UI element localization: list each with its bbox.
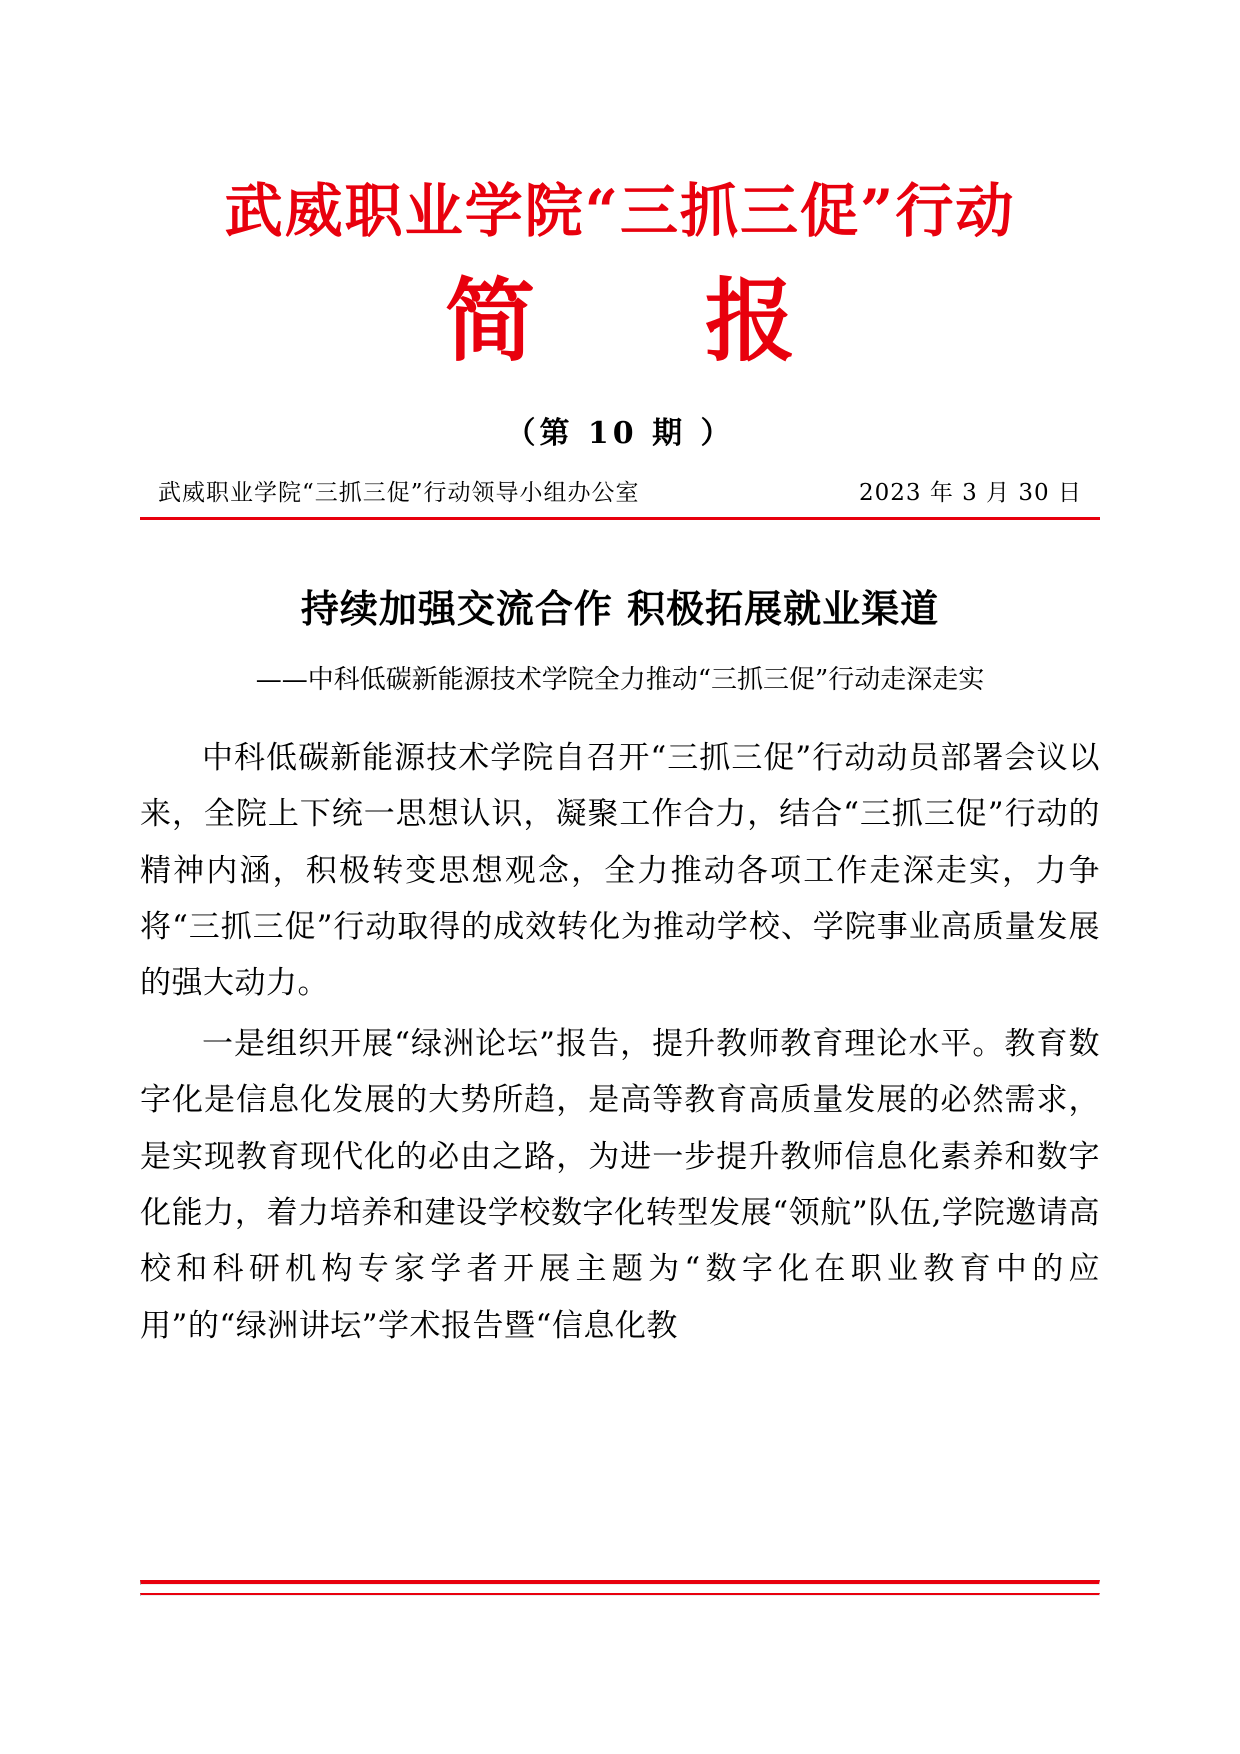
masthead	[140, 0, 1100, 452]
masthead-title: 武威职业学院“三抓三促”行动	[224, 177, 1016, 245]
article-body	[140, 730, 1100, 1354]
article-headline: 持续加强交流合作 积极拓展就业渠道	[300, 585, 940, 631]
issuing-office: 武威职业学院“三抓三促”行动领导小组办公室	[158, 479, 640, 506]
footer-divider	[140, 1572, 1100, 1604]
paragraph: 一是组织开展“绿洲论坛”报告，提升教师教育理论水平。教育数字化是信息化发展的大势所趋，是高等教育高质量发展的必然需求，是实现教育现代化的必由之路，为进一步提升教师信息化素养和数字化能力，着力培养和建设学校数字化转型发展“领航”队伍,学院邀请高校和科研机构专家学者开展主题为“数字化在职业教育中的应用”的“绿洲讲坛”学术报告暨“信息化教	[140, 1025, 1100, 1344]
footer-rule-thin	[140, 1593, 1100, 1596]
issue-number: （第 10 期 ）	[505, 415, 735, 451]
issue-date: 2023 年 3 月 30 日	[859, 479, 1082, 506]
paragraph: 中科低碳新能源技术学院自召开“三抓三促”行动动员部署会议以来，全院上下统一思想认识，凝聚工作合力，结合“三抓三促”行动的精神内涵，积极转变思想观念，全力推动各项工作走深走实，力争将“三抓三促”行动取得的成效转化为推动学校、学院事业高质量发展的强大动力。	[140, 739, 1100, 1002]
masthead-main-title: 简 报	[445, 267, 835, 374]
imprint-line	[140, 474, 1100, 517]
header-divider	[140, 517, 1100, 520]
footer-rule-thick	[140, 1580, 1100, 1585]
article-subheadline: ——中科低碳新能源技术学院全力推动“三抓三促”行动走深走实	[255, 664, 985, 695]
